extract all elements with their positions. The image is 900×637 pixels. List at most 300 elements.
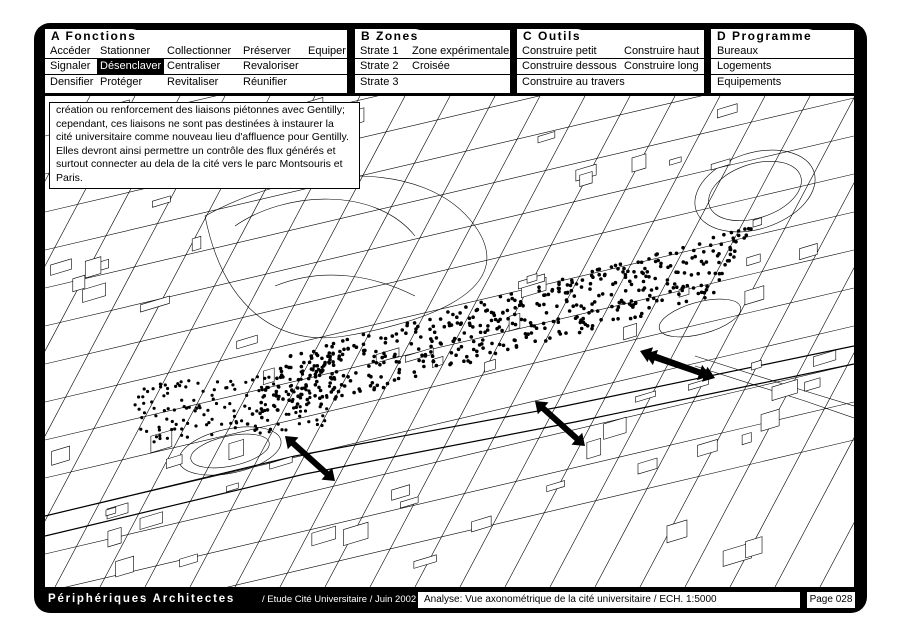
tree	[542, 322, 546, 326]
tree	[346, 338, 350, 342]
tree	[564, 331, 568, 335]
tree	[309, 354, 313, 358]
tree	[140, 416, 143, 419]
tree	[275, 393, 278, 396]
tree	[325, 344, 329, 348]
programme-item[interactable]: Bureaux	[717, 45, 758, 57]
tree	[465, 355, 469, 359]
tree	[733, 249, 737, 253]
tree	[472, 340, 476, 344]
tree	[458, 338, 462, 342]
building-block	[751, 360, 761, 370]
tree	[215, 402, 218, 405]
tree	[717, 261, 721, 265]
tree	[475, 354, 479, 358]
tree	[316, 364, 320, 368]
tree	[659, 262, 663, 266]
tree	[166, 392, 169, 395]
function-item[interactable]: Désenclaver	[97, 59, 164, 74]
tree	[289, 378, 292, 381]
tree	[479, 301, 483, 305]
row-divider	[45, 58, 347, 59]
tree	[308, 396, 311, 399]
zone-item[interactable]: Zone expérimentale	[412, 45, 510, 57]
zone-item[interactable]: Strate 3	[360, 76, 399, 88]
tree	[321, 414, 324, 417]
building-block	[761, 409, 779, 431]
building-block	[717, 104, 737, 118]
tree	[331, 360, 335, 364]
tree	[722, 233, 726, 237]
building-block	[52, 446, 70, 465]
programme-item[interactable]: Equipements	[717, 76, 782, 88]
tree	[468, 317, 472, 321]
tree	[732, 255, 736, 259]
tree	[224, 386, 227, 389]
tree	[300, 370, 303, 373]
tree	[675, 285, 679, 289]
tree	[490, 342, 494, 346]
tree	[557, 290, 561, 294]
tree	[395, 339, 399, 343]
tree	[513, 299, 517, 303]
tree	[610, 265, 614, 269]
tree	[640, 312, 644, 316]
row-divider	[517, 74, 704, 75]
tree	[171, 420, 174, 423]
tree	[506, 309, 510, 313]
tree	[305, 385, 308, 388]
tree	[294, 411, 297, 414]
zone-item[interactable]: Strate 1	[360, 45, 399, 57]
function-item[interactable]: Protéger	[100, 76, 143, 88]
tree	[484, 309, 488, 313]
tree	[194, 424, 197, 427]
tree	[640, 261, 644, 265]
function-item[interactable]: Revitaliser	[167, 76, 219, 88]
tree	[557, 330, 561, 334]
tree	[307, 420, 310, 423]
tree	[139, 428, 142, 431]
tree	[729, 253, 733, 257]
tree	[316, 423, 319, 426]
tree	[530, 324, 534, 328]
tree	[716, 254, 720, 258]
tree	[575, 282, 579, 286]
tree	[655, 287, 659, 291]
tree	[498, 325, 502, 329]
tree	[573, 294, 577, 298]
tree	[685, 261, 689, 265]
tree	[263, 377, 266, 380]
tree	[216, 380, 219, 383]
tree	[728, 246, 732, 250]
tree	[296, 394, 300, 398]
tab-fonctions[interactable]: A Fonctions	[45, 29, 142, 43]
tree	[450, 323, 454, 327]
tree	[410, 342, 414, 346]
tree	[240, 419, 243, 422]
tree	[431, 360, 435, 364]
programme-item[interactable]: Logements	[717, 60, 772, 72]
tree	[384, 337, 388, 341]
tree	[374, 350, 378, 354]
tree	[422, 360, 426, 364]
tree	[393, 355, 397, 359]
tree	[287, 398, 291, 402]
tree	[479, 331, 483, 335]
tree	[690, 273, 694, 277]
tree	[565, 300, 569, 304]
tree	[610, 305, 614, 309]
tree	[643, 286, 647, 290]
tree	[188, 406, 191, 409]
tree	[486, 324, 490, 328]
tree	[507, 299, 511, 303]
tree	[542, 303, 546, 307]
tree	[580, 327, 584, 331]
tree	[557, 281, 561, 285]
tree	[672, 286, 676, 290]
tree	[676, 271, 680, 275]
tree	[480, 342, 484, 346]
tree	[470, 335, 474, 339]
tree	[158, 437, 161, 440]
tree	[668, 290, 672, 294]
tab-zones[interactable]: B Zones	[355, 29, 425, 43]
tree	[328, 381, 332, 385]
tree	[429, 350, 433, 354]
tree	[655, 252, 659, 256]
tree	[372, 388, 376, 392]
building-block	[180, 554, 198, 567]
tree	[165, 418, 168, 421]
tree	[446, 310, 450, 314]
tree	[683, 271, 687, 275]
tree	[510, 292, 514, 296]
tree	[332, 342, 336, 346]
tree	[460, 345, 464, 349]
tree	[343, 384, 347, 388]
tree	[700, 260, 704, 264]
function-item[interactable]: Signaler	[50, 60, 91, 72]
tree	[153, 407, 156, 410]
tree	[555, 304, 559, 308]
tree	[173, 408, 176, 411]
tree	[367, 334, 371, 338]
tree	[163, 409, 166, 412]
tree	[443, 325, 447, 329]
tree	[707, 271, 711, 275]
function-item[interactable]: Densifier	[50, 76, 94, 88]
tree	[566, 283, 570, 287]
tree	[571, 304, 575, 308]
tree	[711, 249, 715, 253]
tree	[632, 270, 636, 274]
tree	[325, 396, 328, 399]
tree	[312, 350, 316, 354]
function-item[interactable]: Equiper	[308, 45, 346, 57]
tree	[328, 358, 332, 362]
tree	[543, 326, 547, 330]
tree	[340, 394, 344, 398]
tree	[382, 386, 386, 390]
tree	[513, 313, 517, 317]
tree	[432, 325, 436, 329]
building-block	[229, 439, 244, 459]
building-block	[805, 378, 820, 392]
tree	[537, 285, 541, 289]
tab-programme[interactable]: D Programme	[711, 29, 818, 43]
building-block	[747, 254, 760, 266]
tree	[490, 319, 494, 323]
building-block	[746, 537, 762, 558]
tree	[530, 331, 534, 335]
tree	[333, 386, 337, 390]
tree	[397, 377, 401, 381]
function-item[interactable]: Accéder	[50, 45, 91, 57]
tree	[511, 322, 515, 326]
tree	[428, 318, 432, 322]
tree	[422, 365, 426, 369]
tree	[431, 354, 435, 358]
tree	[342, 348, 346, 352]
zone-item[interactable]: Strate 2	[360, 60, 399, 72]
tree	[279, 376, 283, 380]
tree	[569, 284, 573, 288]
tree	[475, 350, 479, 354]
tool-item[interactable]: Construire dessous	[522, 60, 617, 72]
tree	[134, 403, 137, 406]
tree	[647, 275, 651, 279]
building-block	[83, 283, 106, 303]
tree	[357, 387, 361, 391]
tree	[626, 270, 630, 274]
tree	[596, 309, 600, 313]
tree	[642, 280, 646, 284]
tree	[586, 324, 590, 328]
tree	[614, 281, 618, 285]
tree	[506, 348, 510, 352]
building-block	[485, 359, 496, 372]
tree	[413, 370, 417, 374]
tree	[428, 328, 432, 332]
tree	[451, 313, 455, 317]
tool-item[interactable]: Construire petit	[522, 45, 597, 57]
tree	[703, 296, 707, 300]
tree	[742, 236, 746, 240]
tree	[317, 386, 321, 390]
tree	[307, 401, 310, 404]
tree	[590, 327, 594, 331]
ring-road	[45, 346, 854, 516]
building-block	[742, 433, 751, 445]
tree	[481, 338, 485, 342]
tree	[435, 364, 439, 368]
tree	[182, 419, 185, 422]
tree	[603, 273, 607, 277]
sports-track-2	[655, 292, 744, 345]
tree	[622, 267, 626, 271]
tree	[267, 386, 270, 389]
tree	[533, 339, 537, 343]
tree	[629, 317, 633, 321]
tree	[138, 408, 141, 411]
tree	[414, 330, 418, 334]
tree	[279, 367, 283, 371]
tree	[650, 288, 654, 292]
tree	[557, 287, 561, 291]
tree	[321, 366, 324, 369]
tree	[588, 287, 592, 291]
tree	[614, 264, 618, 268]
tree	[575, 303, 579, 307]
building-block	[51, 259, 72, 276]
function-item[interactable]: Collectionner	[167, 45, 232, 57]
tree	[354, 371, 358, 375]
tree	[406, 322, 410, 326]
tree	[391, 334, 395, 338]
tree	[349, 379, 353, 383]
tree	[352, 344, 356, 348]
tree	[420, 354, 424, 358]
double-arrow-icon	[535, 401, 585, 446]
tree	[424, 353, 428, 357]
tree	[251, 412, 255, 416]
row-divider	[45, 74, 347, 75]
tree	[544, 339, 548, 343]
tree	[212, 398, 215, 401]
firm-name: Périphériques Architectes	[48, 593, 236, 605]
tree	[143, 411, 146, 414]
function-item[interactable]: Stationner	[100, 45, 151, 57]
tool-item[interactable]: Construire long	[624, 60, 699, 72]
tree	[207, 421, 210, 424]
tree	[328, 351, 332, 355]
tree	[525, 335, 529, 339]
row-divider	[355, 74, 510, 75]
tree	[254, 425, 257, 428]
tree	[556, 317, 560, 321]
tree	[313, 394, 317, 398]
tree	[159, 385, 162, 388]
tree	[386, 382, 390, 386]
tree	[619, 262, 623, 266]
tree	[211, 394, 214, 397]
tree	[330, 390, 334, 394]
tree	[597, 273, 601, 277]
building-block	[166, 455, 182, 469]
tree	[705, 260, 709, 264]
tree	[581, 278, 585, 282]
tree	[681, 246, 685, 250]
tree	[538, 303, 542, 307]
ring-road	[45, 364, 854, 536]
tab-outils[interactable]: C Outils	[517, 29, 587, 43]
building-block	[670, 157, 682, 165]
tree	[158, 428, 161, 431]
tree	[198, 404, 201, 407]
tree	[723, 263, 727, 267]
tree	[551, 288, 555, 292]
tree	[712, 236, 716, 240]
building-block	[667, 520, 687, 543]
tree	[463, 331, 467, 335]
tree	[335, 370, 339, 374]
tree	[180, 434, 183, 437]
row-divider	[711, 74, 854, 75]
tree	[652, 297, 656, 301]
tree	[513, 306, 517, 310]
tree	[292, 390, 295, 393]
tree	[524, 332, 528, 336]
tree	[307, 377, 311, 381]
tree	[535, 326, 539, 330]
tree	[320, 424, 323, 427]
tree	[737, 234, 741, 238]
tree	[266, 419, 269, 422]
tree	[142, 402, 145, 405]
tree	[475, 309, 479, 313]
tree	[245, 394, 248, 397]
function-item[interactable]: Réunifier	[243, 76, 288, 88]
tree	[210, 433, 213, 436]
building-block	[312, 526, 336, 546]
tree	[413, 321, 417, 325]
tree	[506, 317, 510, 321]
tree	[656, 259, 660, 263]
tree	[596, 268, 600, 272]
zone-item[interactable]: Croisée	[412, 60, 450, 72]
tree	[175, 423, 178, 426]
tool-item[interactable]: Construire au travers	[522, 76, 625, 88]
tree	[714, 272, 718, 276]
tree	[515, 345, 519, 349]
tree	[158, 434, 161, 437]
function-item[interactable]: Centraliser	[167, 60, 221, 72]
tree	[154, 414, 157, 417]
tree	[289, 355, 293, 359]
tree	[692, 286, 696, 290]
tree	[268, 430, 271, 433]
building-block	[237, 335, 258, 349]
tree	[173, 427, 176, 430]
tree	[624, 289, 628, 293]
tree	[690, 256, 694, 260]
tree	[330, 372, 334, 376]
tree	[685, 300, 689, 304]
function-item[interactable]: Revaloriser	[243, 60, 299, 72]
tool-item[interactable]: Construire haut	[624, 45, 700, 57]
building-block	[632, 154, 646, 172]
tree	[705, 285, 709, 289]
tree	[143, 387, 146, 390]
tree	[393, 378, 397, 382]
function-item[interactable]: Préserver	[243, 45, 291, 57]
tree	[202, 390, 205, 393]
tree	[263, 409, 266, 412]
tree	[718, 278, 722, 282]
tree	[682, 260, 686, 264]
tree	[233, 415, 236, 418]
tree	[325, 407, 328, 410]
tree	[519, 300, 523, 304]
tree	[255, 409, 258, 412]
tree	[521, 304, 525, 308]
street-line	[820, 96, 854, 587]
tree	[574, 316, 578, 320]
tree	[616, 317, 620, 321]
